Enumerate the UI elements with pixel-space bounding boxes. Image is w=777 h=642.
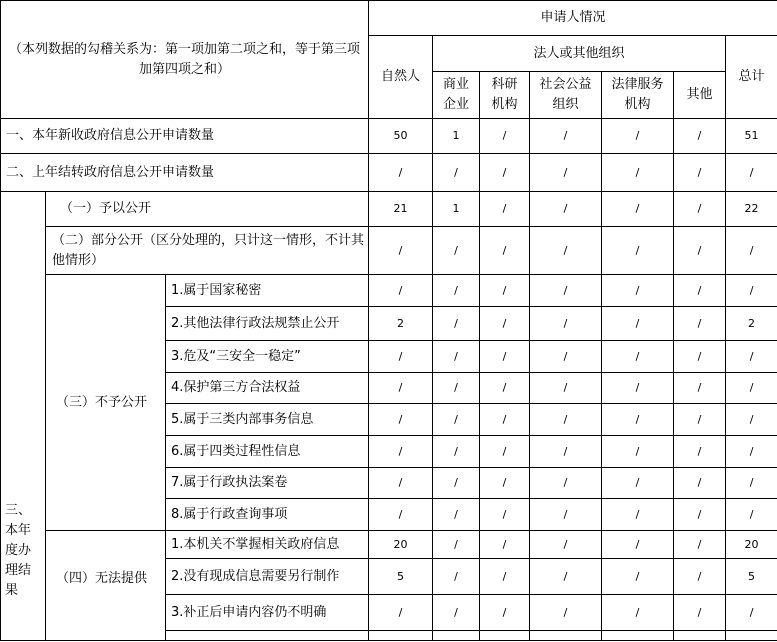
cell-value: /: [602, 404, 674, 436]
cell-value: /: [480, 119, 530, 154]
header-sub-business: 商业企业: [433, 72, 480, 119]
cell-value: /: [369, 499, 433, 531]
cell-value: /: [602, 119, 674, 154]
item-label: 4.保护第三方合法权益: [166, 373, 369, 404]
cell-value: /: [480, 227, 530, 275]
cell-value: /: [602, 559, 674, 595]
cell-value: /: [369, 341, 433, 373]
cell-value: /: [726, 468, 777, 499]
cell-value: /: [726, 499, 777, 531]
cell-value: /: [480, 192, 530, 227]
cell-value: /: [480, 559, 530, 595]
cell-value: 50: [369, 119, 433, 154]
cell-value: /: [480, 373, 530, 404]
cell-value: 5: [726, 559, 777, 595]
item-label: 3.补正后申请内容仍不明确: [166, 595, 369, 631]
header-sub-legal: 法律服务机构: [602, 72, 674, 119]
cell-value: /: [530, 119, 602, 154]
cell-value: /: [433, 595, 480, 631]
cell-value: /: [433, 531, 480, 559]
table-row: [1, 275, 777, 307]
table-row: [1, 227, 777, 275]
cell-value: /: [602, 436, 674, 468]
cell-value: /: [480, 154, 530, 192]
cell-value: /: [369, 227, 433, 275]
subsection-label: （四）无法提供: [46, 531, 166, 641]
item-label: 7.属于行政执法案卷: [166, 468, 369, 499]
cell-value: 20: [726, 531, 777, 559]
cell-value: /: [530, 499, 602, 531]
cell-value: 1: [433, 119, 480, 154]
row-label: （一）予以公开: [46, 192, 369, 227]
header-sub-other: 其他: [674, 72, 726, 119]
table-row: [1, 119, 777, 154]
cell-value: /: [480, 436, 530, 468]
cell-value: /: [602, 154, 674, 192]
cell-value: /: [674, 227, 726, 275]
header-sub-research: 科研机构: [480, 72, 530, 119]
cell-value: 22: [726, 192, 777, 227]
cell-value: /: [674, 275, 726, 307]
header-applicant-situation: 申请人情况: [369, 1, 777, 36]
cell-value: /: [726, 154, 777, 192]
cell-value: /: [674, 341, 726, 373]
cell-value: 2: [369, 307, 433, 341]
header-total: 总计: [726, 36, 777, 119]
cell-value: /: [480, 595, 530, 631]
cell-value: /: [530, 373, 602, 404]
cell-value: /: [433, 227, 480, 275]
cell-value: /: [726, 275, 777, 307]
cell-value: /: [674, 559, 726, 595]
cell-value: /: [674, 307, 726, 341]
table-row: [1, 531, 777, 559]
cell-value: /: [433, 436, 480, 468]
cell-value: 1: [433, 192, 480, 227]
cell-value: /: [674, 154, 726, 192]
table-row: [1, 154, 777, 192]
cell-value: /: [480, 531, 530, 559]
cell-value: /: [530, 468, 602, 499]
cell-value: /: [674, 119, 726, 154]
item-label: 2.其他法律行政法规禁止公开: [166, 307, 369, 341]
cell-value: /: [602, 307, 674, 341]
cell-value: /: [369, 468, 433, 499]
cell-value: /: [674, 436, 726, 468]
cell-value: /: [433, 341, 480, 373]
cell-value: 21: [369, 192, 433, 227]
cell-value: /: [480, 499, 530, 531]
cell-value: /: [602, 227, 674, 275]
cell-value: /: [530, 341, 602, 373]
cell-value: /: [530, 307, 602, 341]
cell-value: /: [433, 154, 480, 192]
cell-value: /: [602, 341, 674, 373]
header-natural-person: 自然人: [369, 36, 433, 119]
cell-value: /: [602, 499, 674, 531]
row-label: （二）部分公开（区分处理的，只计这一情形，不计其他情形）: [46, 227, 369, 275]
cell-value: /: [726, 373, 777, 404]
header-legal-other: 法人或其他组织: [433, 36, 726, 72]
item-label: 1.属于国家秘密: [166, 275, 369, 307]
cell-value: /: [674, 373, 726, 404]
item-label: 1.本机关不掌握相关政府信息: [166, 531, 369, 559]
item-label: 3.危及“三安全一稳定”: [166, 341, 369, 373]
cell-value: /: [369, 154, 433, 192]
cell-value: /: [530, 275, 602, 307]
cell-value: /: [369, 373, 433, 404]
cell-value: /: [433, 275, 480, 307]
cell-value: /: [674, 404, 726, 436]
cell-value: /: [480, 341, 530, 373]
cell-value: /: [674, 192, 726, 227]
cell-value: /: [369, 404, 433, 436]
cell-value: /: [433, 404, 480, 436]
cell-value: /: [530, 227, 602, 275]
cell-value: /: [530, 531, 602, 559]
cell-value: /: [674, 531, 726, 559]
cell-value: /: [433, 559, 480, 595]
header-note: （本列数据的勾稽关系为：第一项加第二项之和，等于第三项加第四项之和）: [1, 1, 369, 119]
table-row: [1, 192, 777, 227]
cell-value: 2: [726, 307, 777, 341]
cell-value: /: [602, 192, 674, 227]
cell-value: /: [530, 404, 602, 436]
cell-value: /: [530, 595, 602, 631]
cell-value: /: [674, 595, 726, 631]
cell-value: /: [674, 468, 726, 499]
cell-value: /: [530, 436, 602, 468]
cell-value: /: [480, 404, 530, 436]
cell-value: /: [726, 404, 777, 436]
cell-value: /: [726, 595, 777, 631]
cell-value: /: [369, 275, 433, 307]
cell-value: /: [433, 468, 480, 499]
cell-value: /: [530, 192, 602, 227]
cell-value: /: [433, 307, 480, 341]
item-label: 6.属于四类过程性信息: [166, 436, 369, 468]
cell-value: /: [726, 341, 777, 373]
cell-value: /: [433, 499, 480, 531]
row-label: 一、本年新收政府信息公开申请数量: [1, 119, 369, 154]
cell-value: /: [726, 436, 777, 468]
cell-value: /: [602, 595, 674, 631]
section3-label: 三、本年度办理结果: [1, 192, 46, 641]
item-label: 8.属于行政查询事项: [166, 499, 369, 531]
cell-value: /: [602, 275, 674, 307]
item-label: 5.属于三类内部事务信息: [166, 404, 369, 436]
cell-value: 51: [726, 119, 777, 154]
item-label: 2.没有现成信息需要另行制作: [166, 559, 369, 595]
subsection-label: （三）不予公开: [46, 275, 166, 531]
cell-value: /: [433, 373, 480, 404]
cell-value: /: [480, 275, 530, 307]
cell-value: 5: [369, 559, 433, 595]
cell-value: /: [369, 436, 433, 468]
cell-value: /: [530, 559, 602, 595]
cell-value: /: [602, 373, 674, 404]
cell-value: /: [530, 154, 602, 192]
cell-value: /: [674, 499, 726, 531]
cell-value: /: [369, 595, 433, 631]
header-sub-social: 社会公益组织: [530, 72, 602, 119]
cell-value: /: [602, 468, 674, 499]
cell-value: /: [726, 227, 777, 275]
cell-value: /: [602, 531, 674, 559]
cell-value: /: [480, 468, 530, 499]
row-label: 二、上年结转政府信息公开申请数量: [1, 154, 369, 192]
cell-value: 20: [369, 531, 433, 559]
cell-value: /: [480, 307, 530, 341]
